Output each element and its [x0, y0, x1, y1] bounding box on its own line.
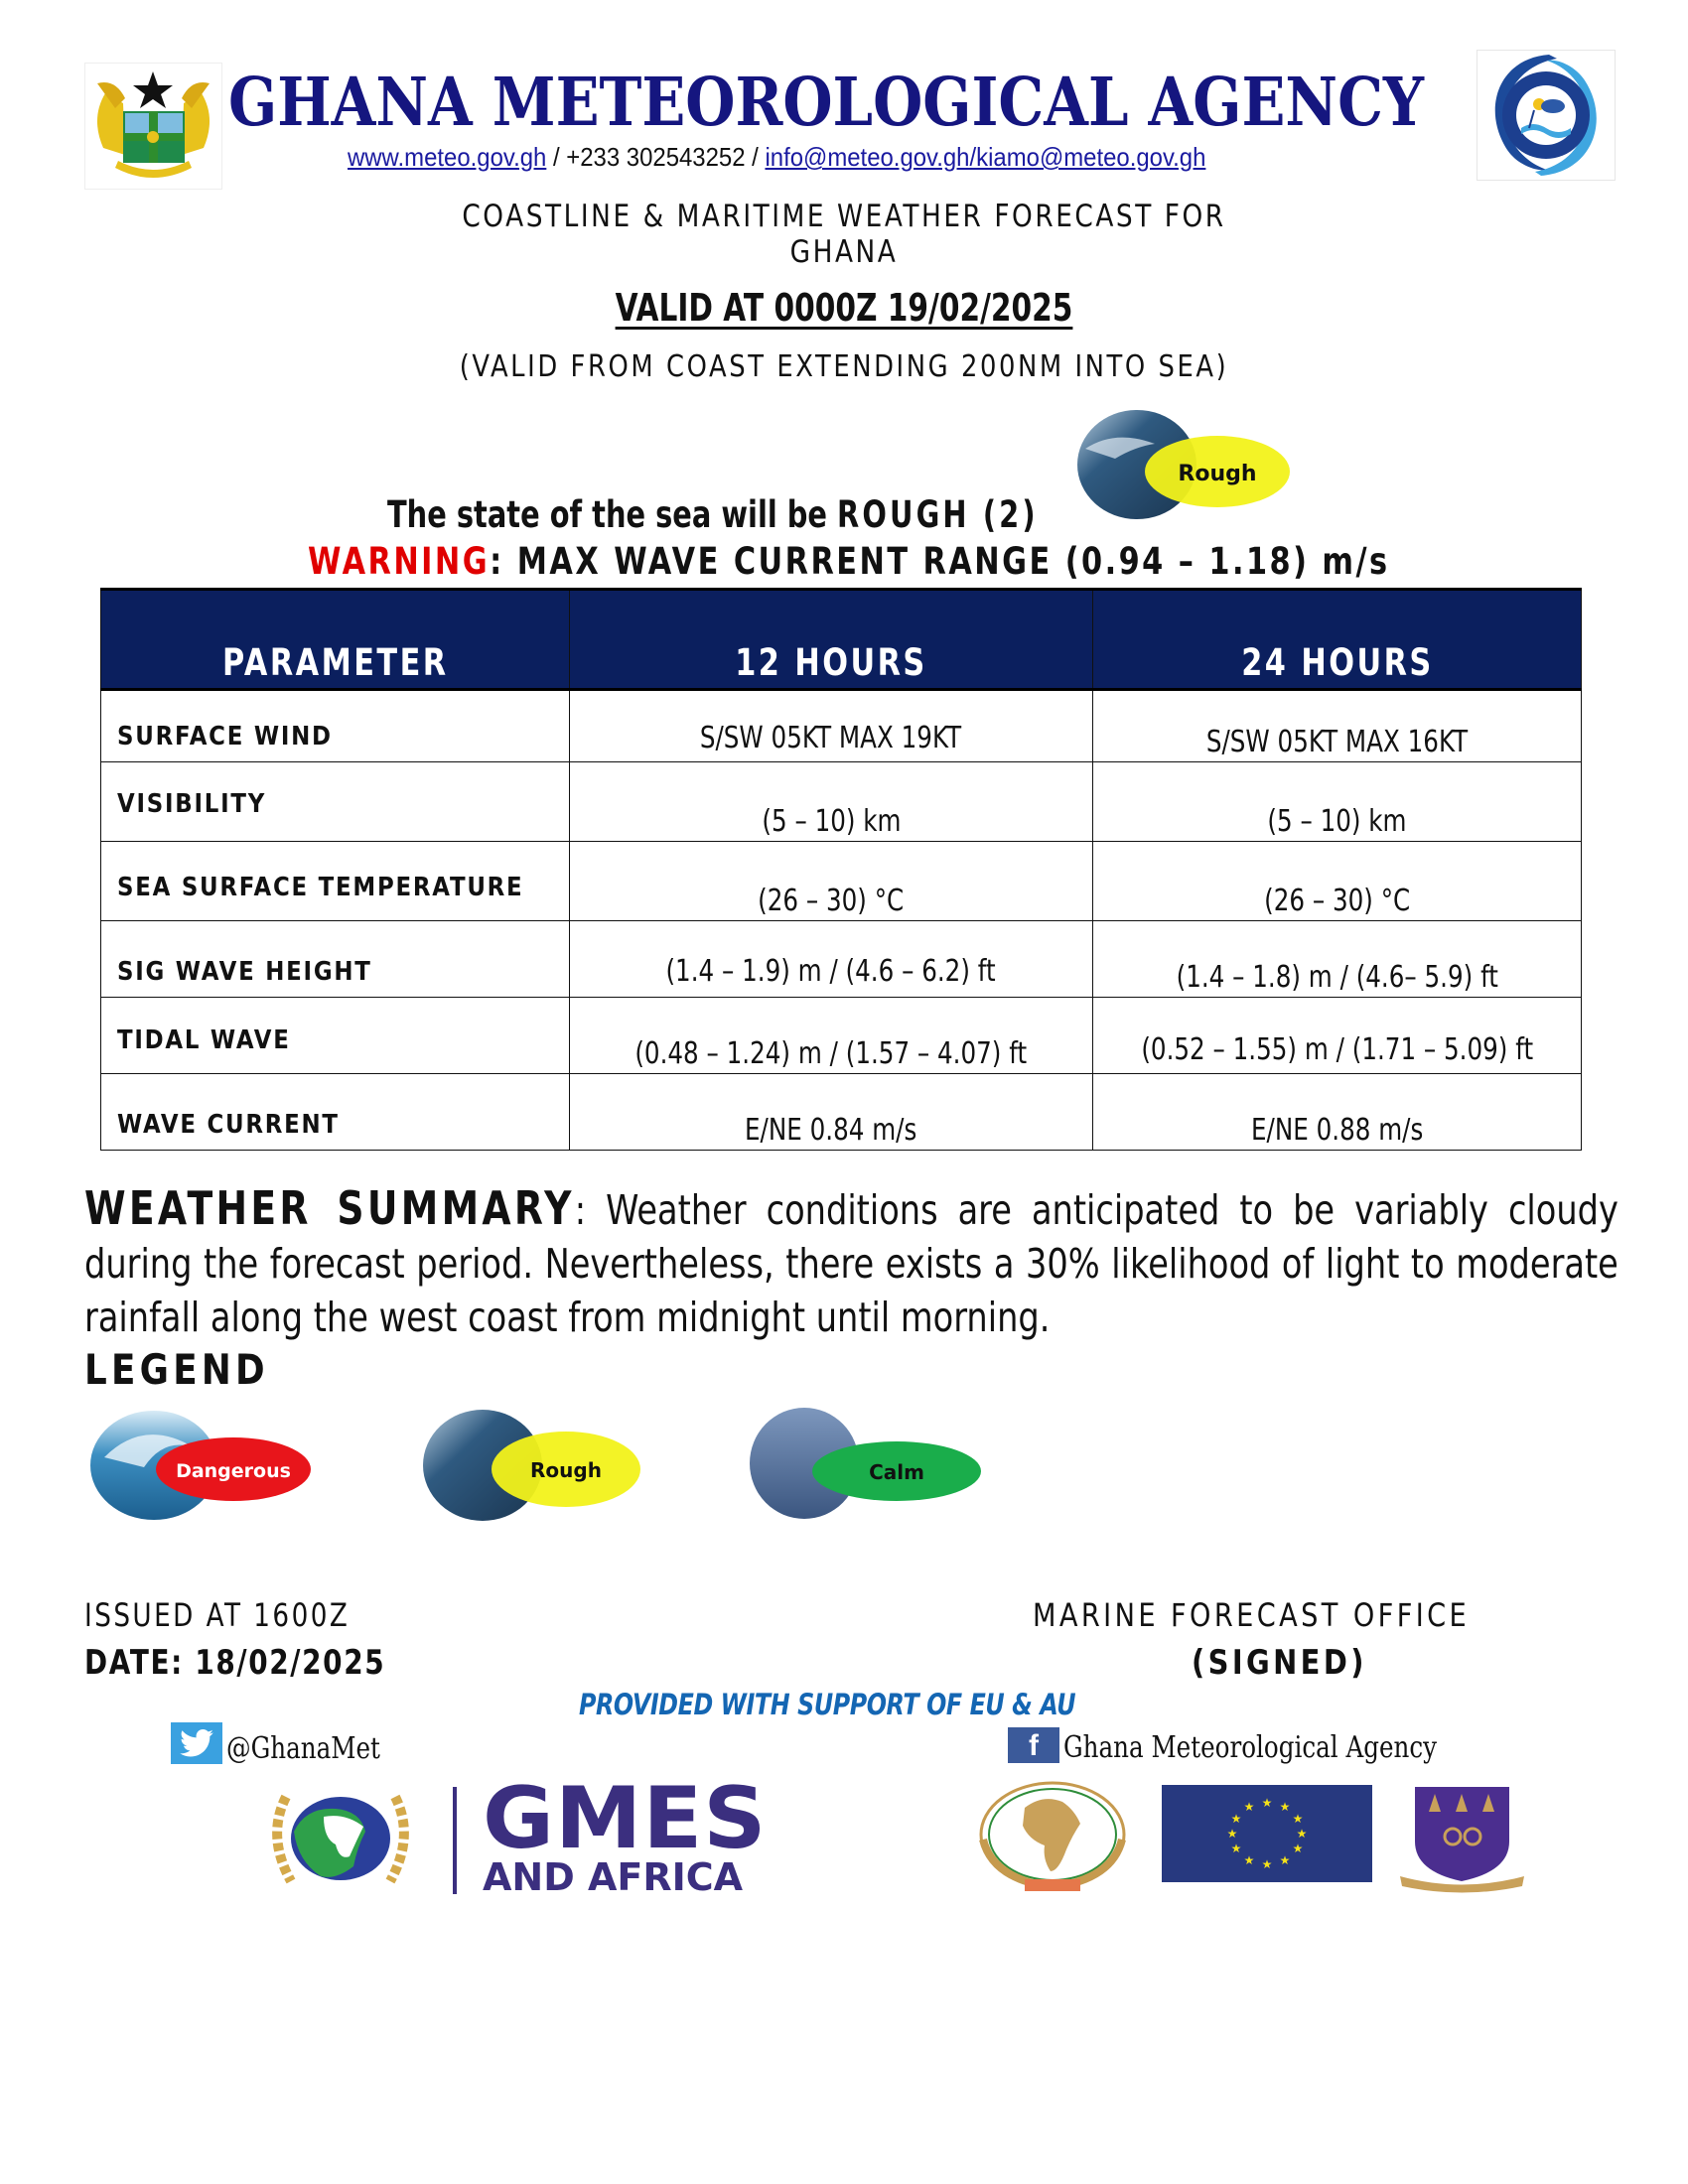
- university-crest-logo: [1395, 1782, 1529, 1893]
- rough-sea-icon: [415, 1408, 653, 1522]
- table-row-wave-current: [101, 1074, 1582, 1151]
- column-header-parameter: PARAMETER: [101, 590, 570, 690]
- svg-text:★: ★: [1230, 1842, 1242, 1855]
- svg-text:Dangerous: Dangerous: [176, 1460, 291, 1482]
- phone-number: / +233 302543252 /: [546, 142, 766, 172]
- dangerous-sea-icon: [84, 1408, 323, 1522]
- support-statement: PROVIDED WITH SUPPORT OF EU & AU: [579, 1688, 1076, 1721]
- table-row-surface-wind: [101, 690, 1582, 762]
- sea-state-prefix: The state of the sea will be: [387, 493, 838, 536]
- forecast-subtitle-line2: GHANA: [789, 234, 899, 270]
- svg-text:★: ★: [1261, 1857, 1273, 1871]
- value-24h-cell: (5 – 10) km: [1093, 762, 1582, 842]
- signed-label: (SIGNED): [1192, 1643, 1367, 1683]
- parameter-cell: SURFACE WIND: [101, 690, 570, 762]
- svg-text:★: ★: [1243, 1800, 1255, 1814]
- parameter-cell: VISIBILITY: [101, 762, 570, 842]
- table-row-sig-wave-height: [101, 921, 1582, 998]
- twitter-link[interactable]: [171, 1722, 414, 1764]
- legend-item-calm: [743, 1408, 981, 1522]
- marine-forecast-office: MARINE FORECAST OFFICE: [1033, 1596, 1471, 1634]
- column-header-12-hours: 12 HOURS: [570, 590, 1093, 690]
- legend-item-rough: [415, 1408, 653, 1522]
- column-header-24-hours: 24 HOURS: [1093, 590, 1582, 690]
- svg-text:★: ★: [1296, 1827, 1308, 1841]
- value-12h-cell: (1.4 – 1.9) m / (4.6 – 6.2) ft: [570, 921, 1093, 998]
- european-union-flag: [1162, 1785, 1372, 1882]
- svg-text:Rough: Rough: [530, 1458, 602, 1482]
- svg-text:★: ★: [1279, 1800, 1291, 1814]
- issue-date: DATE: 18/02/2025: [84, 1643, 386, 1683]
- svg-text:★: ★: [1243, 1853, 1255, 1867]
- svg-text:Calm: Calm: [869, 1460, 924, 1484]
- twitter-handle: @GhanaMet: [226, 1731, 380, 1766]
- facebook-icon: f: [1008, 1727, 1059, 1763]
- valid-at-text: VALID AT 0000Z 19/02/2025: [615, 286, 1073, 330]
- wave-current-warning: [308, 540, 1390, 583]
- table-row-visibility: [101, 762, 1582, 842]
- parameter-cell: SEA SURFACE TEMPERATURE: [101, 842, 570, 921]
- gmes-and-africa-wordmark: [483, 1769, 768, 1899]
- forecast-subtitle-line1: COASTLINE & MARITIME WEATHER FORECAST FOR: [462, 199, 1226, 234]
- value-12h-cell: E/NE 0.84 m/s: [570, 1074, 1093, 1151]
- facebook-page-name: Ghana Meteorological Agency: [1063, 1730, 1438, 1765]
- gmet-emblem-logo: [1477, 50, 1616, 181]
- value-12h-cell: (26 – 30) °C: [570, 842, 1093, 921]
- sea-state-value: ROUGH (2): [837, 493, 1039, 536]
- value-12h-cell: (0.48 – 1.24) m / (1.57 – 4.07) ft: [570, 998, 1093, 1074]
- value-24h-cell: S/SW 05KT MAX 16KT: [1093, 690, 1582, 762]
- gmes-line1: GMES: [483, 1769, 768, 1868]
- warning-text: : MAX WAVE CURRENT RANGE (0.94 – 1.18) m/s: [490, 540, 1390, 583]
- value-12h-cell: (5 – 10) km: [570, 762, 1093, 842]
- logo-divider: [453, 1787, 457, 1894]
- issued-at: ISSUED AT 1600Z: [84, 1596, 351, 1634]
- table-row-tidal-wave: [101, 998, 1582, 1074]
- calm-sea-icon: [743, 1408, 981, 1522]
- valid-at-heading: [186, 286, 1502, 330]
- parameter-cell: SIG WAVE HEIGHT: [101, 921, 570, 998]
- sea-state-statement: [387, 493, 1039, 536]
- value-24h-cell: (26 – 30) °C: [1093, 842, 1582, 921]
- facebook-link[interactable]: [1008, 1727, 1519, 1763]
- contact-line: [348, 142, 1298, 173]
- value-24h-cell: E/NE 0.88 m/s: [1093, 1074, 1582, 1151]
- forecast-table: [100, 588, 1582, 1151]
- value-12h-cell: S/SW 05KT MAX 19KT: [570, 690, 1093, 762]
- parameter-cell: TIDAL WAVE: [101, 998, 570, 1074]
- weather-summary-label: WEATHER SUMMARY: [84, 1181, 575, 1235]
- sea-state-icon-label: Rough: [1178, 462, 1257, 486]
- legend-item-dangerous: [84, 1408, 323, 1522]
- sea-state-rough-icon: [1075, 409, 1294, 523]
- value-24h-cell: (0.52 – 1.55) m / (1.71 – 5.09) ft: [1093, 998, 1582, 1074]
- email-link[interactable]: info@meteo.gov.gh/kiamo@meteo.gov.gh: [765, 142, 1206, 172]
- ghana-coat-of-arms-logo: [84, 63, 222, 190]
- agency-name: GHANA METEOROLOGICAL AGENCY: [228, 63, 1425, 141]
- african-union-emblem: [963, 1780, 1142, 1894]
- website-link[interactable]: www.meteo.gov.gh: [348, 142, 547, 172]
- table-row-sea-surface-temperature: [101, 842, 1582, 921]
- valid-range-note: (VALID FROM COAST EXTENDING 200NM INTO SEA): [459, 349, 1229, 384]
- gmes-emblem-logo: [266, 1777, 415, 1896]
- svg-text:★: ★: [1292, 1842, 1304, 1855]
- gmes-line2: AND AFRICA: [483, 1855, 744, 1899]
- table-header-row: [101, 590, 1582, 690]
- svg-text:★: ★: [1230, 1812, 1242, 1826]
- svg-text:★: ★: [1292, 1812, 1304, 1826]
- warning-label: WARNING: [308, 540, 491, 583]
- svg-text:★: ★: [1226, 1827, 1238, 1841]
- svg-text:★: ★: [1279, 1853, 1291, 1867]
- weather-summary: [84, 1181, 1618, 1344]
- weather-summary-text: : Weather conditions are anticipated to be variably cloudy during the forecast period. Nevertheless, there exists a 30% likelihood of light to moderate rainfall along the west coast from midnight until morning.: [84, 1186, 1618, 1341]
- svg-text:★: ★: [1261, 1796, 1273, 1810]
- parameter-cell: WAVE CURRENT: [101, 1074, 570, 1151]
- value-24h-cell: (1.4 – 1.8) m / (4.6– 5.9) ft: [1093, 921, 1582, 998]
- legend-title: LEGEND: [84, 1345, 269, 1394]
- twitter-icon: [171, 1722, 222, 1764]
